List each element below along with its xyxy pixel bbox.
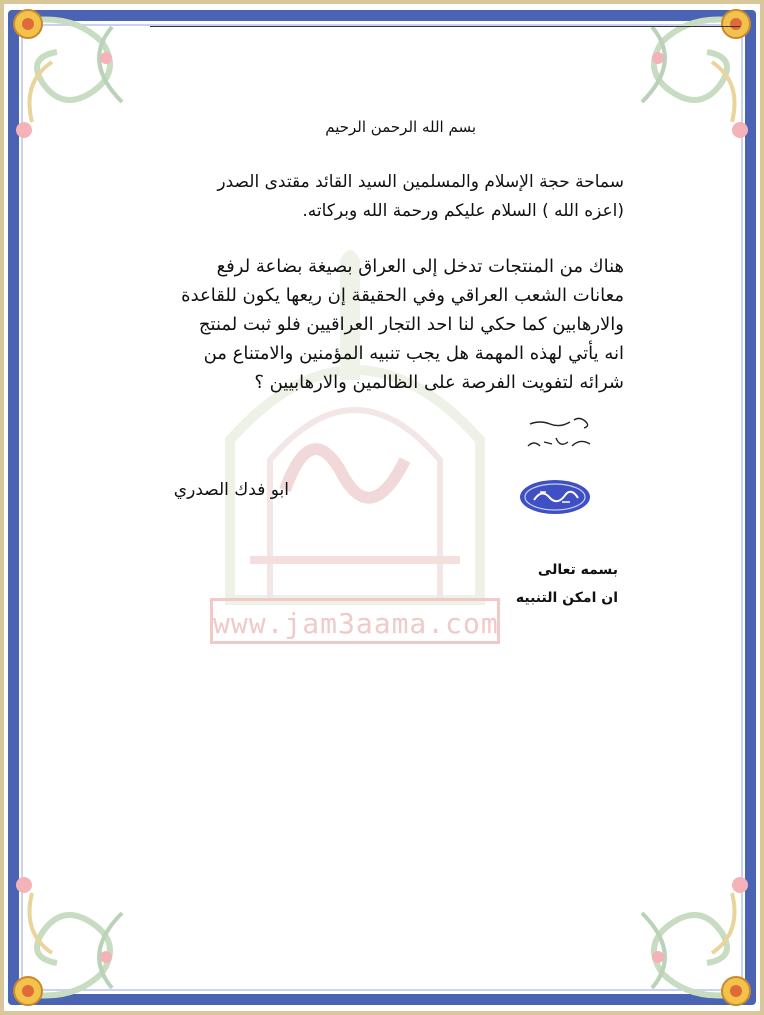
reply-line: ان امكن التنبيه — [515, 590, 618, 606]
handwritten-note-icon — [524, 412, 596, 456]
body-line: هناك من المنتجات تدخل إلى العراق بصيغة بضاعة لرفع — [216, 256, 624, 277]
basmala: بسم الله الرحمن الرحيم — [325, 118, 476, 136]
corner-ornament-icon — [2, 2, 142, 152]
greeting-line: (اعزه الله ) السلام عليكم ورحمة الله وبركاته. — [302, 201, 624, 221]
top-rule — [150, 26, 740, 27]
corner-ornament-icon — [622, 2, 762, 152]
reply-line: بسمه تعالى — [537, 562, 618, 578]
body-line: انه يأتي لهذه المهمة هل يجب تنبيه المؤمنين والامتناع من — [203, 343, 624, 364]
sender-name: ابو فدك الصدري — [173, 480, 289, 500]
corner-ornament-icon — [622, 863, 762, 1013]
watermark-url: www.jam3aama.com — [210, 598, 500, 644]
corner-ornament-icon — [2, 863, 142, 1013]
body-line: معانات الشعب العراقي وفي الحقيقة إن ريعها يكون للقاعدة — [181, 285, 624, 306]
body-line: شرائه لتفويت الفرصة على الظالمين والارهابيين ؟ — [254, 372, 624, 393]
body-line: والارهابين كما حكي لنا احد التجار العراقيين فلو ثبت لمنتج — [198, 314, 624, 335]
seal-stamp-icon — [518, 478, 592, 516]
address-line: سماحة حجة الإسلام والمسلمين السيد القائد مقتدى الصدر — [217, 172, 624, 192]
